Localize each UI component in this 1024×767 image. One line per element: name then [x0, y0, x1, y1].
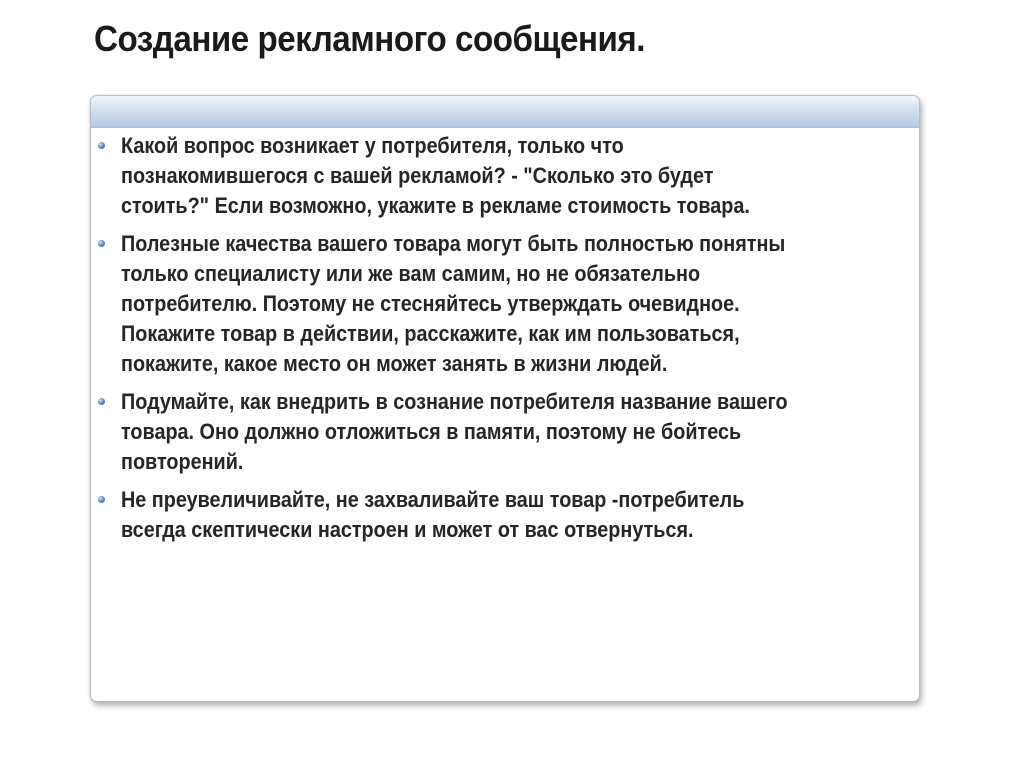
- bullet-line: Покажите товар в действии, расскажите, как им пользоваться,: [121, 321, 740, 346]
- content-panel: [90, 95, 920, 702]
- bullet-line: стоить?" Если возможно, укажите в рекламе стоимость товара.: [121, 193, 750, 218]
- bullet-text: [121, 131, 904, 221]
- bullet-item: [91, 229, 919, 379]
- bullet-line: товара. Оно должно отложиться в памяти, поэтому не бойтесь: [121, 419, 742, 444]
- bullet-item: [91, 387, 919, 477]
- bullet-line: повторений.: [121, 449, 244, 474]
- bullet-line: Какой вопрос возникает у потребителя, только что: [121, 133, 624, 158]
- bullet-item: [91, 131, 919, 221]
- bullet-list: [91, 131, 919, 553]
- bullet-line: покажите, какое место он может занять в жизни людей.: [121, 351, 668, 376]
- bullet-line: всегда скептически настроен и может от вас отвернуться.: [121, 517, 694, 542]
- slide-title: Создание рекламного сообщения.: [94, 18, 646, 59]
- bullet-text: [121, 485, 904, 545]
- bullet-line: Подумайте, как внедрить в сознание потребителя название вашего: [121, 389, 788, 414]
- bullet-line: Не преувеличивайте, не захваливайте ваш товар -потребитель: [121, 487, 745, 512]
- bullet-line: потребителю. Поэтому не стесняйтесь утверждать очевидное.: [121, 291, 740, 316]
- bullet-line: только специалисту или же вам самим, но не обязательно: [121, 261, 701, 286]
- panel-header-bar: [91, 96, 919, 128]
- bullet-dot-icon: [98, 142, 105, 149]
- bullet-text: [121, 229, 904, 379]
- bullet-line: Полезные качества вашего товара могут быть полностью понятны: [121, 231, 786, 256]
- bullet-dot-icon: [98, 398, 105, 405]
- bullet-dot-icon: [98, 496, 105, 503]
- bullet-text: [121, 387, 904, 477]
- bullet-item: [91, 485, 919, 545]
- bullet-line: познакомившегося с вашей рекламой? - "Сколько это будет: [121, 163, 714, 188]
- bullet-dot-icon: [98, 240, 105, 247]
